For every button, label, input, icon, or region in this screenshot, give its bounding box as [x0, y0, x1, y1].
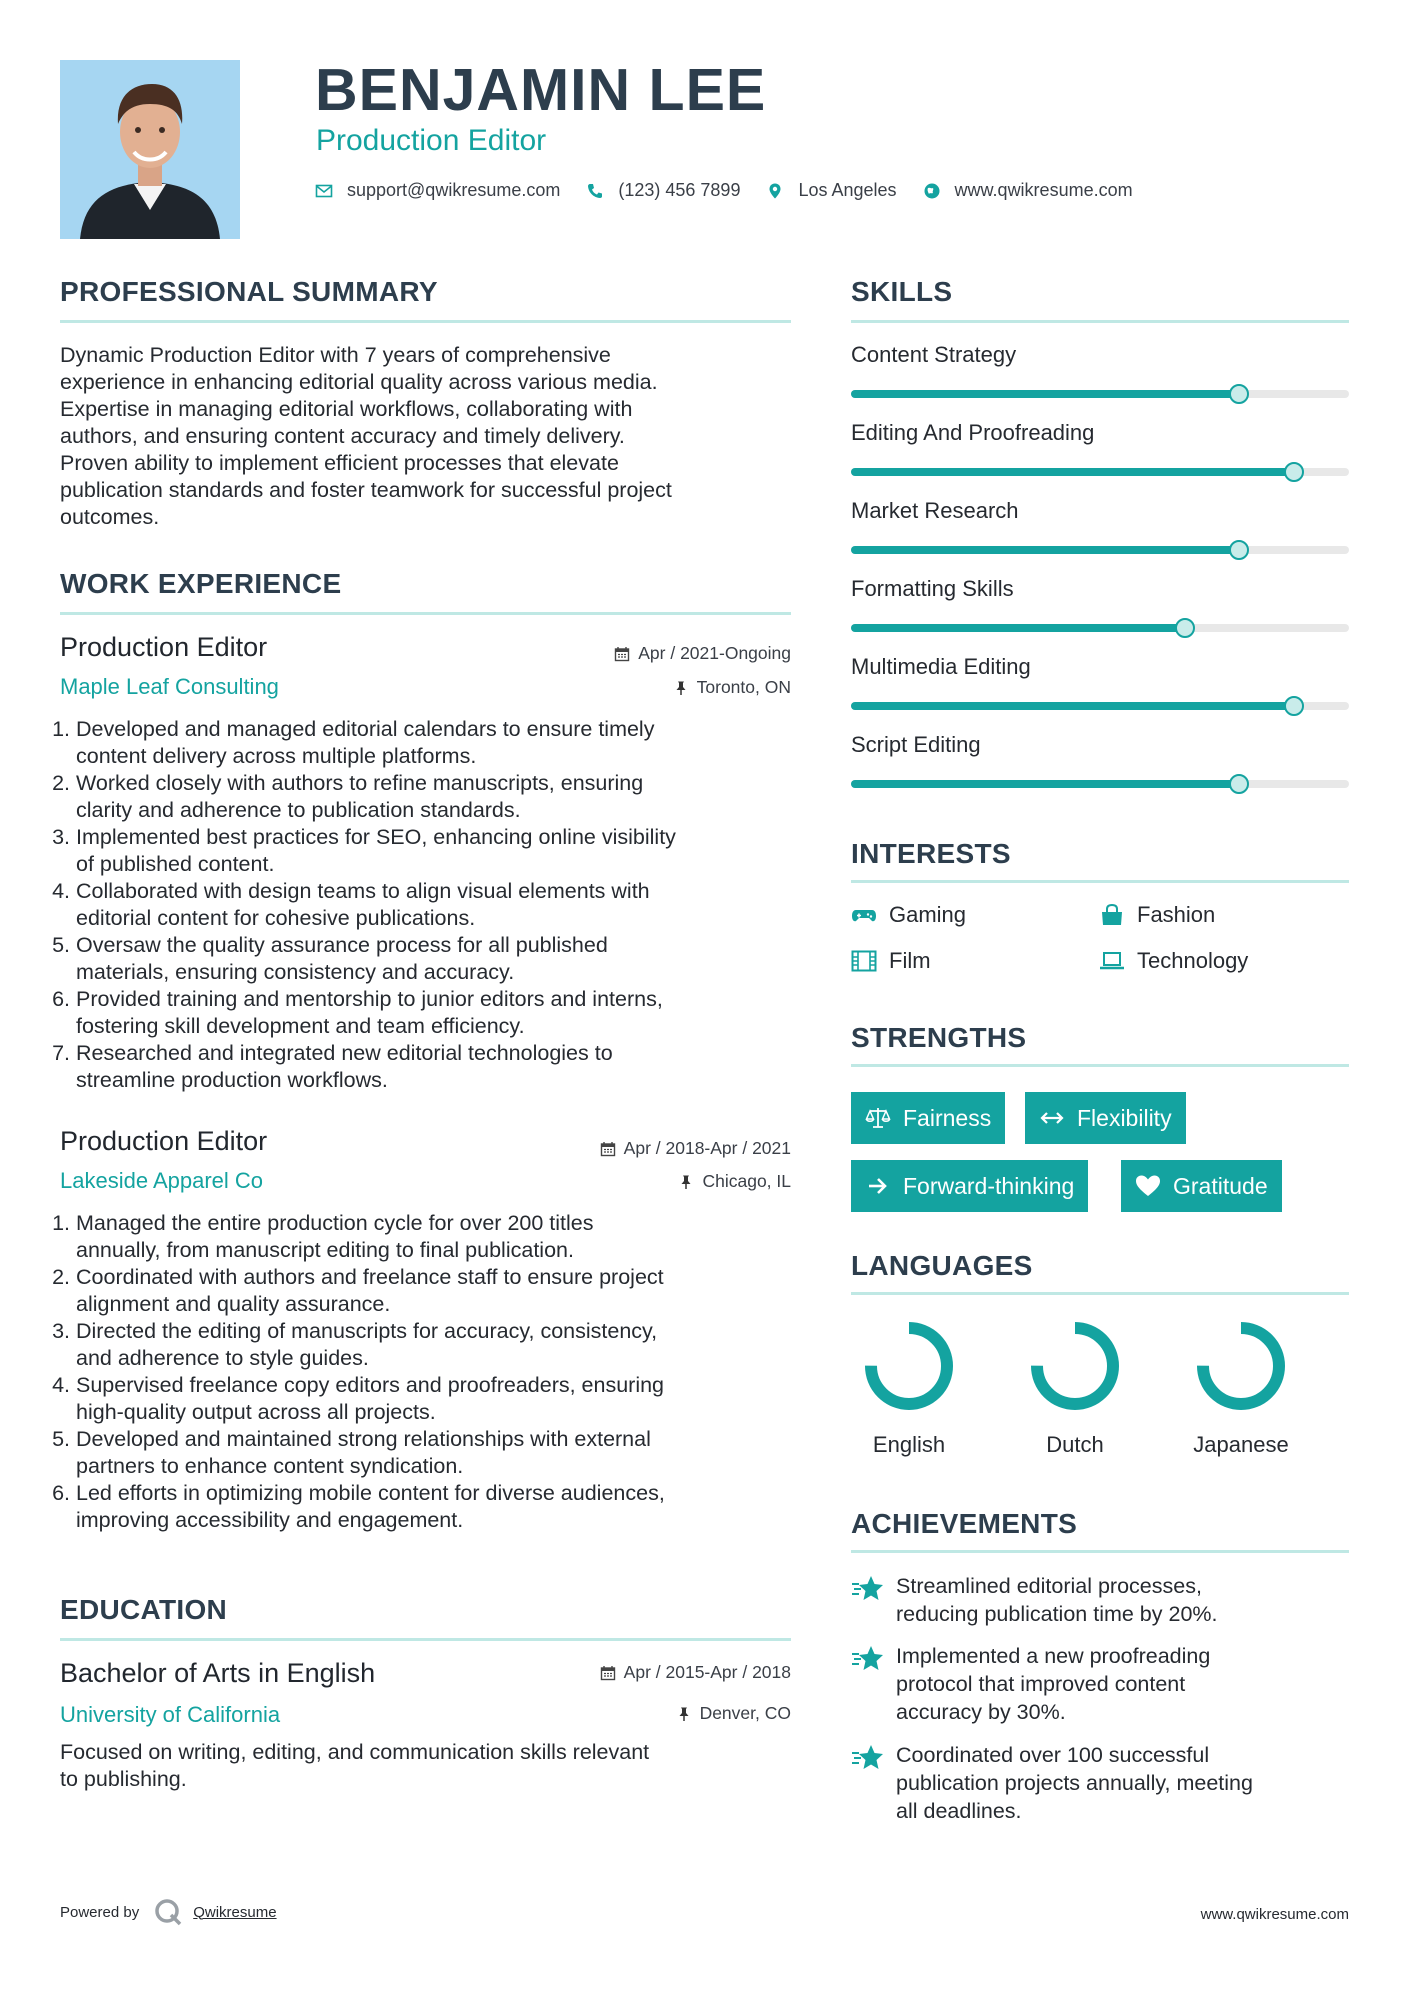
bullet-line: materials, ensuring consistency and accuracy.	[76, 960, 515, 984]
list-item: 1. Developed and managed editorial calendars to ensure timely content delivery across multiple platforms.	[52, 717, 655, 768]
list-item: 5. Oversaw the quality assurance process for all published materials, ensuring consistency and accuracy.	[52, 933, 608, 984]
list-item: 6. Provided training and mentorship to junior editors and interns, fostering skill development and team efficiency.	[52, 987, 663, 1038]
skills-heading: SKILLS	[851, 276, 953, 307]
bullet-line: Provided training and mentorship to junior editors and interns,	[76, 987, 663, 1011]
list-item: 3. Directed the editing of manuscripts for accuracy, consistency, and adherence to style guides.	[52, 1319, 658, 1370]
summary-line: Proven ability to implement efficient processes that elevate	[60, 451, 619, 475]
skill-knob	[1229, 774, 1249, 794]
bullet-line: Supervised freelance copy editors and proofreaders, ensuring	[76, 1373, 665, 1397]
achievement-line: all deadlines.	[896, 1799, 1022, 1823]
bullet-line: Implemented best practices for SEO, enhancing online visibility	[76, 825, 676, 849]
achievement-line: Streamlined editorial processes,	[896, 1574, 1202, 1598]
powered-by-text: Powered by	[60, 1903, 140, 1921]
language-item	[1186, 1318, 1296, 1458]
qwikresume-link[interactable]: Qwikresume	[193, 1903, 277, 1921]
portrait-illustration	[60, 60, 240, 239]
strength-tag	[851, 1092, 1005, 1144]
footer-branding	[60, 1897, 277, 1927]
interest-label: Film	[889, 948, 931, 973]
list-item: 1. Managed the entire production cycle for over 200 titles annually, from manuscript editing to final publication.	[52, 1211, 594, 1262]
list-item: 4. Supervised freelance copy editors and proofreaders, ensuring high-quality output across all projects.	[52, 1373, 665, 1424]
list-item: 3. Implemented best practices for SEO, enhancing online visibility of published content.	[52, 825, 676, 876]
list-item: 2. Worked closely with authors to refine manuscripts, ensuring clarity and adherence to publication standards.	[52, 771, 644, 822]
experience-divider	[60, 612, 791, 615]
skill-item	[851, 342, 1349, 368]
candidate-role: Production Editor	[316, 124, 547, 157]
achievement-line: protocol that improved content	[896, 1672, 1186, 1696]
strengths-heading: STRENGTHS	[851, 1022, 1027, 1053]
bullet-line: annually, from manuscript editing to final publication.	[76, 1238, 574, 1262]
interest-label: Technology	[1137, 948, 1249, 973]
skill-knob	[1175, 618, 1195, 638]
job-title: Production Editor	[60, 1126, 268, 1156]
bullet-line: Collaborated with design teams to align visual elements with	[76, 879, 650, 903]
bullet-line: alignment and quality assurance.	[76, 1292, 391, 1316]
skill-label: Market Research	[851, 498, 1019, 523]
skill-knob	[1229, 384, 1249, 404]
strength-tag	[851, 1160, 1088, 1212]
interest-item	[851, 948, 931, 974]
language-ring	[1027, 1318, 1123, 1414]
strength-tag	[1025, 1092, 1186, 1144]
job-bullet-list	[52, 1210, 797, 1534]
arrows-horizontal-icon	[1039, 1106, 1065, 1130]
list-item: 6. Led efforts in optimizing mobile content for diverse audiences, improving accessibility and engagement.	[52, 1481, 665, 1532]
globe-icon	[923, 182, 941, 200]
job-location	[673, 677, 791, 698]
summary-line: Expertise in managing editorial workflows, collaborating with	[60, 397, 633, 421]
calendar-icon	[614, 646, 630, 662]
job-company: Maple Leaf Consulting	[60, 674, 279, 699]
bullet-line: Developed and managed editorial calendars to ensure timely	[76, 717, 655, 741]
bullet-line: clarity and adherence to publication standards.	[76, 798, 521, 822]
strength-label: Flexibility	[1077, 1104, 1172, 1131]
phone-text: (123) 456 7899	[618, 180, 741, 200]
bullet-line: Directed the editing of manuscripts for accuracy, consistency,	[76, 1319, 658, 1343]
skill-fill	[851, 546, 1239, 554]
location-text: Los Angeles	[798, 180, 897, 200]
skill-knob	[1284, 462, 1304, 482]
qwikresume-logo-icon	[153, 1897, 183, 1927]
pushpin-icon	[676, 1706, 692, 1722]
achievement-line: Implemented a new proofreading	[896, 1644, 1211, 1668]
skill-fill	[851, 624, 1185, 632]
education-heading: EDUCATION	[60, 1594, 228, 1625]
skill-label: Multimedia Editing	[851, 654, 1031, 679]
skill-fill	[851, 468, 1294, 476]
job-dates-text: Apr / 2021-Ongoing	[638, 643, 791, 663]
interest-item	[1099, 902, 1215, 928]
skill-track	[851, 468, 1349, 476]
summary-heading: PROFESSIONAL SUMMARY	[60, 276, 438, 307]
bullet-line: fostering skill development and team efficiency.	[76, 1014, 525, 1038]
pushpin-icon	[678, 1174, 694, 1190]
calendar-icon	[600, 1141, 616, 1157]
contact-website[interactable]	[923, 180, 1133, 201]
skill-knob	[1284, 696, 1304, 716]
language-ring	[861, 1318, 957, 1414]
achievement-line: Coordinated over 100 successful	[896, 1743, 1210, 1767]
education-line: Focused on writing, editing, and communication skills relevant	[60, 1740, 650, 1764]
skill-knob	[1229, 540, 1249, 560]
footer-website[interactable]: www.qwikresume.com	[1200, 1906, 1349, 1923]
skill-label: Content Strategy	[851, 342, 1017, 367]
star-badge-icon	[851, 1743, 885, 1773]
email-text: support@qwikresume.com	[347, 180, 561, 200]
strength-label: Forward-thinking	[903, 1172, 1075, 1199]
contact-phone[interactable]	[586, 180, 740, 201]
summary-text	[60, 342, 800, 531]
summary-divider	[60, 320, 791, 323]
phone-icon	[586, 182, 604, 200]
skill-label: Formatting Skills	[851, 576, 1014, 601]
education-dates-text: Apr / 2015-Apr / 2018	[623, 1662, 791, 1682]
bullet-line: Managed the entire production cycle for over 200 titles	[76, 1211, 594, 1235]
education-location-text: Denver, CO	[699, 1703, 791, 1723]
summary-line: outcomes.	[60, 505, 160, 529]
job-title: Production Editor	[60, 632, 268, 662]
skill-label: Editing And Proofreading	[851, 420, 1095, 445]
list-item: 5. Developed and maintained strong relationships with external partners to enhance content syndication.	[52, 1427, 651, 1478]
film-icon	[851, 950, 877, 972]
education-description	[60, 1739, 800, 1793]
bullet-line: editorial content for cohesive publications.	[76, 906, 476, 930]
school-name: University of California	[60, 1702, 281, 1727]
skill-item	[851, 498, 1349, 524]
bullet-line: Coordinated with authors and freelance staff to ensure project	[76, 1265, 664, 1289]
shopping-bag-icon	[1099, 904, 1125, 926]
skill-track	[851, 780, 1349, 788]
bullet-line: Led efforts in optimizing mobile content for diverse audiences,	[76, 1481, 665, 1505]
strength-label: Fairness	[903, 1104, 992, 1131]
interest-item	[1099, 948, 1248, 974]
bullet-line: improving accessibility and engagement.	[76, 1508, 464, 1532]
languages-divider	[851, 1292, 1349, 1295]
list-item: 4. Collaborated with design teams to align visual elements with editorial content for cohesive publications.	[52, 879, 650, 930]
achievement-line: accuracy by 30%.	[896, 1700, 1066, 1724]
map-pin-icon	[766, 182, 784, 200]
language-label: Japanese	[1193, 1432, 1289, 1457]
contact-bar	[315, 180, 1159, 201]
list-item: 2. Coordinated with authors and freelance staff to ensure project alignment and quality assurance.	[52, 1265, 664, 1316]
language-item	[1020, 1318, 1130, 1458]
laptop-icon	[1099, 950, 1125, 972]
skills-divider	[851, 320, 1349, 323]
arrow-right-icon	[865, 1174, 891, 1198]
contact-email[interactable]	[315, 180, 560, 201]
achievement-item	[851, 1572, 1351, 1628]
job-location	[678, 1171, 791, 1192]
job-location-text: Chicago, IL	[702, 1171, 791, 1191]
skill-track	[851, 624, 1349, 632]
gamepad-icon	[851, 904, 877, 926]
language-ring	[1193, 1318, 1289, 1414]
skill-item	[851, 420, 1349, 446]
language-item	[854, 1318, 964, 1458]
achievements-divider	[851, 1550, 1349, 1553]
bullet-line: content delivery across multiple platforms.	[76, 744, 477, 768]
strengths-divider	[851, 1064, 1349, 1067]
job-bullet-list	[52, 716, 797, 1094]
skill-fill	[851, 780, 1239, 788]
education-divider	[60, 1638, 791, 1641]
bullet-line: Oversaw the quality assurance process for all published	[76, 933, 608, 957]
education-line: to publishing.	[60, 1767, 187, 1791]
job-location-text: Toronto, ON	[696, 677, 791, 697]
achievements-heading: ACHIEVEMENTS	[851, 1508, 1078, 1539]
bullet-line: Researched and integrated new editorial technologies to	[76, 1041, 613, 1065]
summary-line: authors, and ensuring content accuracy and timely delivery.	[60, 424, 625, 448]
summary-line: experience in enhancing editorial quality across various media.	[60, 370, 658, 394]
star-badge-icon	[851, 1644, 885, 1674]
strength-tag	[1121, 1160, 1282, 1212]
bullet-line: of published content.	[76, 852, 275, 876]
skill-item	[851, 654, 1349, 680]
summary-line: Dynamic Production Editor with 7 years of comprehensive	[60, 343, 611, 367]
skill-item	[851, 576, 1349, 602]
languages-heading: LANGUAGES	[851, 1250, 1033, 1281]
skill-fill	[851, 390, 1239, 398]
interests-divider	[851, 880, 1349, 883]
bullet-line: high-quality output across all projects.	[76, 1400, 436, 1424]
interest-label: Fashion	[1137, 902, 1216, 927]
skill-item	[851, 732, 1349, 758]
language-label: English	[872, 1432, 946, 1457]
summary-line: publication standards and foster teamwork for successful project	[60, 478, 672, 502]
education-location	[676, 1703, 791, 1724]
list-item: 7. Researched and integrated new editorial technologies to streamline production workflows.	[52, 1041, 613, 1092]
experience-heading: WORK EXPERIENCE	[60, 568, 342, 599]
job-dates-text: Apr / 2018-Apr / 2021	[623, 1138, 791, 1158]
bullet-line: and adherence to style guides.	[76, 1346, 369, 1370]
interests-heading: INTERESTS	[851, 838, 1011, 869]
balance-scale-icon	[865, 1106, 891, 1130]
envelope-icon	[315, 182, 333, 200]
interest-item	[851, 902, 966, 928]
pushpin-icon	[673, 680, 689, 696]
language-label: Dutch	[1046, 1432, 1104, 1457]
bullet-line: partners to enhance content syndication.	[76, 1454, 464, 1478]
achievement-line: reducing publication time by 20%.	[896, 1602, 1218, 1626]
interest-label: Gaming	[889, 902, 967, 927]
bullet-line: Developed and maintained strong relationships with external	[76, 1427, 651, 1451]
profile-photo	[60, 60, 240, 239]
calendar-icon	[600, 1665, 616, 1681]
achievement-item	[851, 1642, 1351, 1726]
degree-title: Bachelor of Arts in English	[60, 1658, 376, 1688]
candidate-name: BENJAMIN LEE	[315, 57, 767, 123]
bullet-line: streamline production workflows.	[76, 1068, 388, 1092]
bullet-line: Worked closely with authors to refine manuscripts, ensuring	[76, 771, 644, 795]
job-dates	[600, 1138, 791, 1159]
strength-label: Gratitude	[1173, 1172, 1268, 1199]
skill-track	[851, 546, 1349, 554]
skill-track	[851, 390, 1349, 398]
skill-label: Script Editing	[851, 732, 981, 757]
heart-icon	[1135, 1174, 1161, 1198]
skill-fill	[851, 702, 1294, 710]
star-badge-icon	[851, 1574, 885, 1604]
education-dates	[600, 1662, 791, 1683]
job-company: Lakeside Apparel Co	[60, 1168, 264, 1193]
achievement-line: publication projects annually, meeting	[896, 1771, 1253, 1795]
achievement-item	[851, 1741, 1351, 1825]
website-text: www.qwikresume.com	[954, 180, 1133, 200]
skill-track	[851, 702, 1349, 710]
contact-location	[766, 180, 896, 201]
job-dates	[614, 643, 791, 664]
